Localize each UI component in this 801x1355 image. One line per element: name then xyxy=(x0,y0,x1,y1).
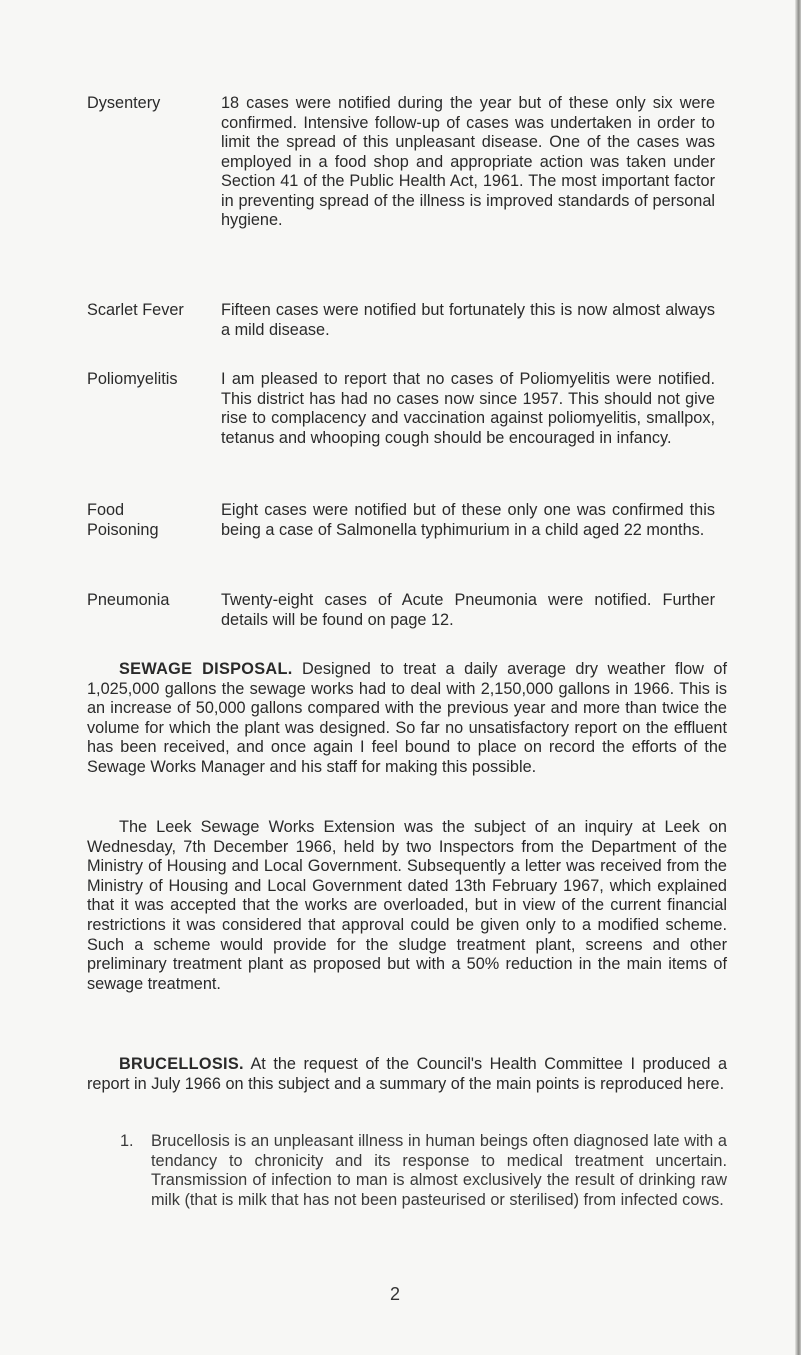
entry-term-line: Pneumonia xyxy=(87,591,170,609)
brucellosis-intro-text: At the request of the Council's Health Committee I produced a report in July 1966 on this subject and a summary of the main points is reproduced here. xyxy=(87,1055,727,1093)
brucellosis-point-1 xyxy=(120,1132,727,1210)
entry-text: I am pleased to report that no cases of Poliomyelitis were notified. This district has had no cases now since 1957. This should not give rise to complacency and vaccination against poliomyelitis, smallpox, tetanus and whooping cough should be encouraged in infancy. xyxy=(221,370,715,447)
entry-text: Twenty-eight cases of Acute Pneumonia were notified. Further details will be found on page 12. xyxy=(221,591,715,629)
list-text: Brucellosis is an unpleasant illness in human beings often diagnosed late with a tendancy to chronicity and its response to medical treatment uncertain. Transmission of infection to man is almost exclusively the result of drinking raw milk (that is milk that has not been pasteurised or sterilised) from infected cows. xyxy=(151,1132,727,1209)
entry-term xyxy=(87,94,221,231)
entry-term xyxy=(87,591,221,630)
entry-text: Eight cases were notified but of these only one was confirmed this being a case of Salmonella typhimurium in a child aged 22 months. xyxy=(221,501,715,539)
entry-poliomyelitis xyxy=(87,370,727,448)
sewage-disposal-paragraph-1 xyxy=(87,660,727,778)
entry-term-line: Poliomyelitis xyxy=(87,370,178,388)
sewage-disposal-paragraph-2: The Leek Sewage Works Extension was the subject of an inquiry at Leek on Wednesday, 7th December 1966, held by two Inspectors from the Department of the Ministry of Housing and Local Government. Subsequently a letter was received from the Ministry of Housing and Local Government dated 13th February 1967, which explained that it was accepted that the works are overloaded, but in view of the current financial restrictions it was considered that approval could be given only to a modified scheme. Such a scheme would provide for the sludge treatment plant, screens and other preliminary treatment plant as proposed but with a 50% reduction in the main items of sewage treatment. xyxy=(87,818,727,993)
list-number: 1. xyxy=(120,1132,134,1150)
entry-dysentery xyxy=(87,94,727,231)
page-edge-shadow xyxy=(795,0,801,1355)
entry-term-line: Food xyxy=(87,501,125,519)
brucellosis-intro xyxy=(87,1055,727,1094)
entry-term xyxy=(87,301,221,340)
entry-term-line: Scarlet Fever xyxy=(87,301,184,319)
entry-term-line: Dysentery xyxy=(87,94,161,112)
entry-term xyxy=(87,370,221,448)
page-number: 2 xyxy=(390,1284,401,1304)
entry-term xyxy=(87,501,221,540)
brucellosis-heading: BRUCELLOSIS. xyxy=(119,1055,244,1073)
entry-text: Fifteen cases were notified but fortunately this is now almost always a mild disease. xyxy=(221,301,715,339)
entry-text: 18 cases were notified during the year but of these only six were confirmed. Intensive follow-up of cases was undertaken in order to limit the spread of this unpleasant disease. One of the cases was employed in a food shop and appropriate action was taken under Section 41 of the Public Health Act, 1961. The most important factor in preventing spread of the illness is improved standards of personal hygiene. xyxy=(221,94,715,229)
sewage-disposal-text-1: Designed to treat a daily average dry weather flow of 1,025,000 gallons the sewage works had to deal with 2,150,000 gallons in 1966. This is an increase of 50,000 gallons compared with the previous year and more than twice the volume for which the plant was designed. So far no unsatisfactory report on the effluent has been received, and once again I feel bound to place on record the efforts of the Sewage Works Manager and his staff for making this possible. xyxy=(87,660,727,776)
sewage-disposal-heading: SEWAGE DISPOSAL. xyxy=(119,660,293,678)
entry-term-line: Poisoning xyxy=(87,520,159,539)
entry-scarlet-fever xyxy=(87,301,727,340)
entry-pneumonia xyxy=(87,591,727,630)
entry-food-poisoning xyxy=(87,501,727,540)
